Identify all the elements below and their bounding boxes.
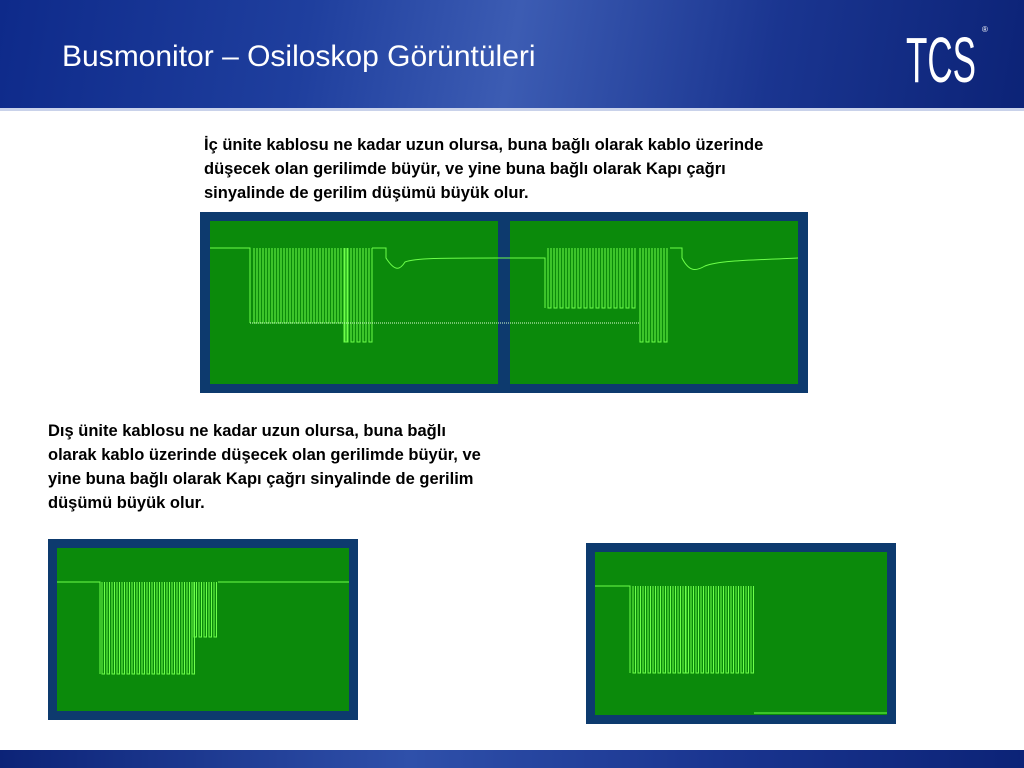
oscilloscope-outdoor-long bbox=[586, 543, 896, 724]
tcs-logo-registered: ® bbox=[982, 25, 988, 34]
scope-screen-right bbox=[510, 221, 798, 384]
indoor-cable-description: İç ünite kablosu ne kadar uzun olursa, buna bağlı olarak kablo üzerinde düşecek olan gerilimde büyür, ve yine buna bağlı olarak Kapı çağrı sinyalinde de gerilim düşümü büyük olur. bbox=[204, 136, 764, 202]
scope-screen bbox=[57, 548, 349, 711]
oscilloscope-indoor-comparison bbox=[200, 212, 808, 393]
tcs-logo-text: TCS bbox=[906, 24, 976, 86]
outdoor-cable-description: Dış ünite kablosu ne kadar uzun olursa, buna bağlı olarak kablo üzerinde düşecek olan gerilimde büyür, ve yine buna bağlı olarak Kapı çağrı sinyalinde de gerilim düşümü büyük olur. bbox=[48, 422, 481, 512]
slide-title: Busmonitor – Osiloskop Görüntüleri bbox=[62, 40, 536, 73]
oscilloscope-outdoor-short bbox=[48, 539, 358, 720]
header-divider bbox=[0, 108, 1024, 111]
tcs-logo bbox=[900, 22, 992, 86]
slide-footer bbox=[0, 750, 1024, 768]
